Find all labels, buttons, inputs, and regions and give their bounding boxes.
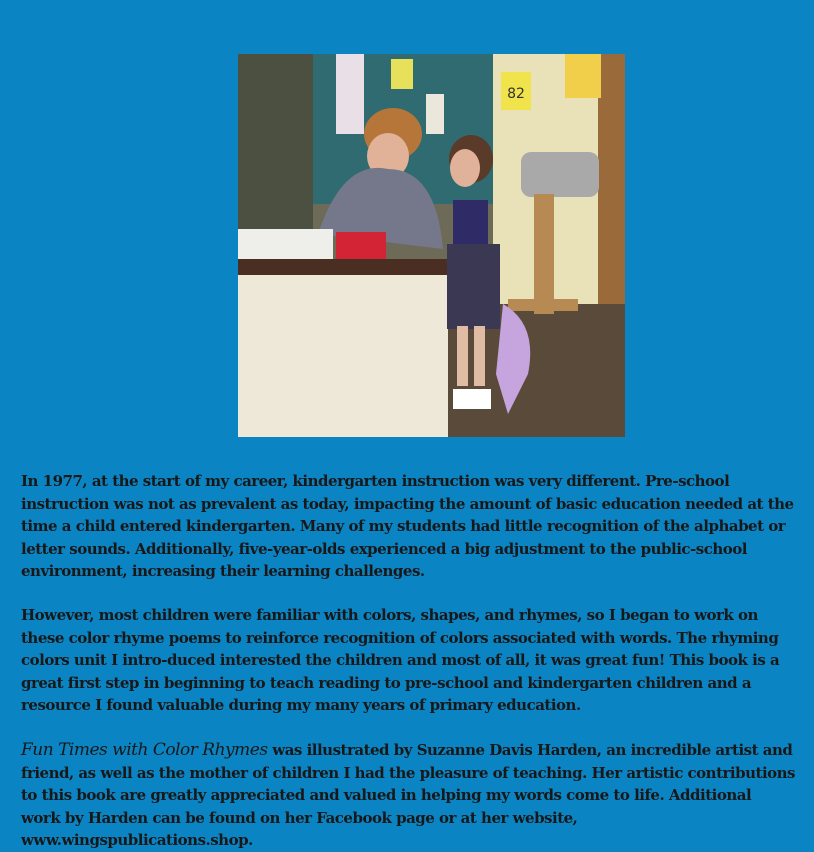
book-title: Fun Times with Color Rhymes bbox=[21, 740, 268, 760]
classroom-photo bbox=[238, 54, 625, 437]
paragraph-color-rhymes: However, most children were familiar with colors, shapes, and rhymes, so I began to work on these color rhyme poems to reinforce recognition of colors associated with words. The rhyming colors unit I intro-duced interested the children and most of all, it was great fun! This book is a great first step in beginning to teach reading to pre-school and kindergarten children and a resource I found valuable during my many years of primary education. bbox=[21, 606, 780, 714]
paragraph-illustrator bbox=[21, 739, 795, 852]
paragraph-intro: In 1977, at the start of my career, kindergarten instruction was very different. Pre-school instruction was not as prevalent as today, impacting the amount of basic education needed at the time a child entered kindergarten. Many of my students had little recognition of the alphabet or letter sounds. Additionally, five-year-olds experienced a big adjustment to the public-school environment, increasing their learning challenges. bbox=[21, 472, 794, 580]
illustrator-credit: was illustrated by Suzanne Davis Harden, an incredible artist and friend, as well as the mother of children I had the pleasure of teaching. Her artistic contributions to this book are greatly appreciated and valued in helping my words come to life. Additional work by Harden can be found on her Facebook page or at her website, www.wingspublications.shop. bbox=[21, 741, 795, 849]
sign-number: 82 bbox=[507, 86, 525, 102]
